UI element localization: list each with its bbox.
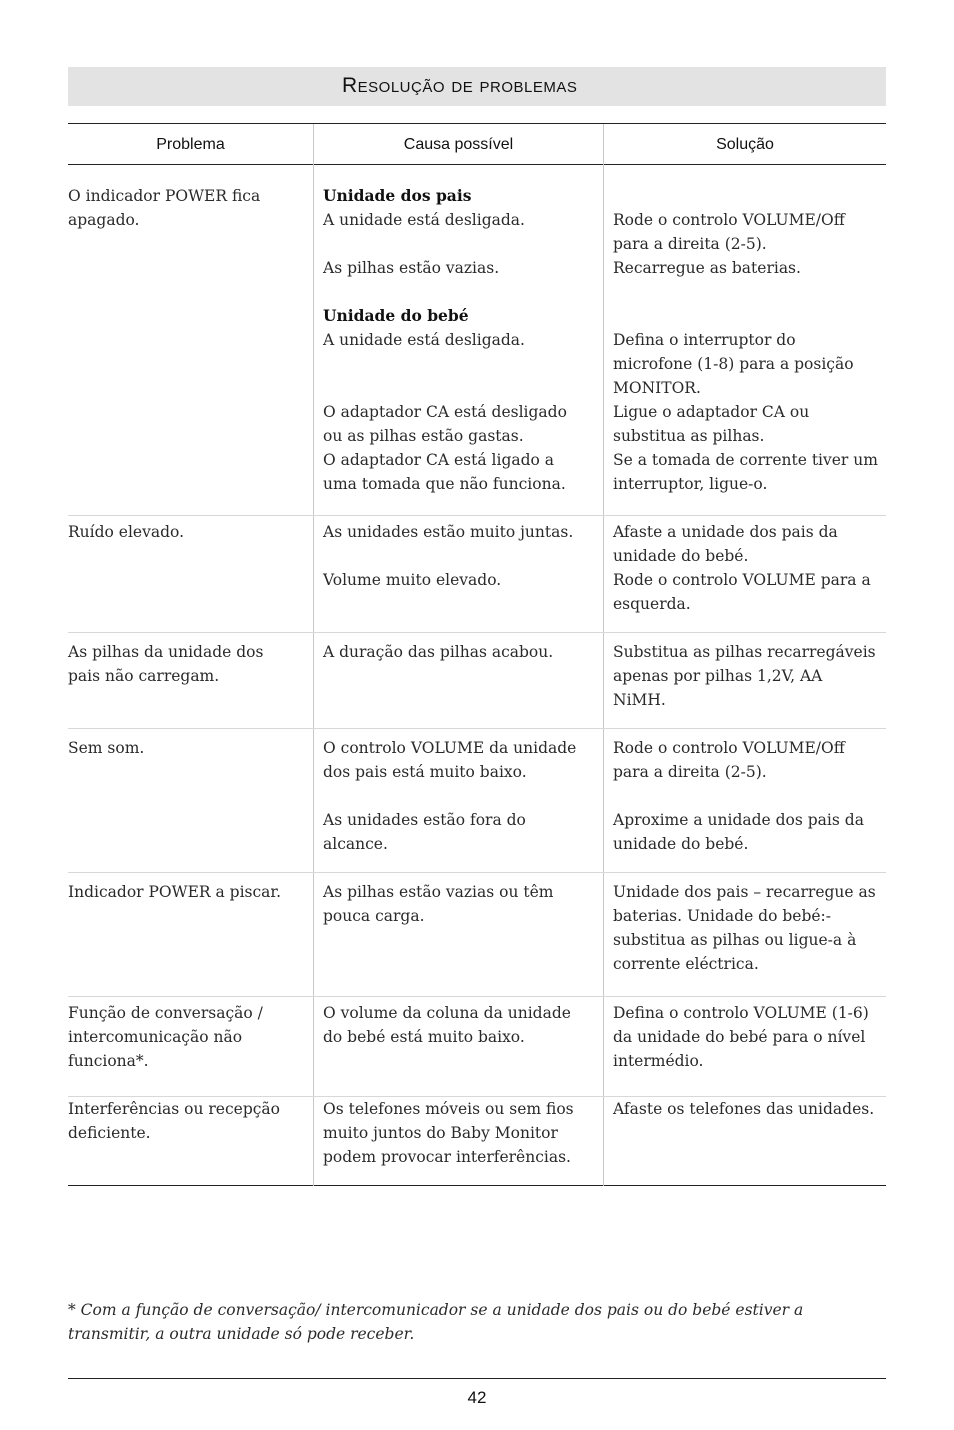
cause-cell: A unidade está desligada. (323, 331, 525, 349)
row-divider (68, 515, 886, 516)
problem-cell: As pilhas da unidade dos pais não carregam. (68, 643, 264, 685)
problem-cell: O indicador POWER fica apagado. (68, 187, 261, 229)
cause-cell: A duração das pilhas acabou. (323, 643, 554, 661)
solution-cell: Defina o controlo VOLUME (1-6) da unidade do bebé para o nível intermédio. (613, 1004, 869, 1070)
solution-cell: Defina o interruptor do microfone (1-8) para a posição MONITOR. Ligue o adaptador CA ou substitua as pilhas. Se a tomada de corrente tiver um interruptor, ligue-o. (613, 331, 878, 493)
cause-cell: Os telefones móveis ou sem fios muito juntos do Baby Monitor podem provocar interferências. (323, 1100, 574, 1166)
cause-cell: As unidades estão muito juntas. Volume muito elevado. (323, 523, 574, 589)
solution-cell: Rode o controlo VOLUME/Off para a direita (2-5). Recarregue as baterias. (613, 211, 845, 277)
row-divider (68, 632, 886, 633)
problem-cell: Interferências ou recepção deficiente. (68, 1100, 281, 1142)
column-divider (313, 124, 314, 1186)
solution-cell: Afaste a unidade dos pais da unidade do bebé. Rode o controlo VOLUME para a esquerda. (613, 523, 871, 613)
problem-cell: Indicador POWER a piscar. (68, 883, 282, 901)
header-cause: Causa possível (403, 136, 514, 153)
cause-cell: O controlo VOLUME da unidade dos pais está muito baixo. As unidades estão fora do alcance. (323, 739, 577, 853)
cause-cell: As pilhas estão vazias ou têm pouca carga. (323, 883, 554, 925)
header-solution: Solução (716, 136, 774, 153)
header-problem: Problema (156, 136, 225, 153)
row-divider (68, 872, 886, 873)
title-bar (68, 67, 886, 106)
solution-cell: Rode o controlo VOLUME/Off para a direita (2-5). Aproxime a unidade dos pais da unidade do bebé. (613, 739, 864, 853)
page-title: Resolução de problemas (342, 74, 578, 97)
problem-cell: Ruído elevado. (68, 523, 185, 541)
table-top-rule (68, 123, 886, 124)
problem-cell: Sem som. (68, 739, 145, 757)
solution-cell: Substitua as pilhas recarregáveis apenas por pilhas 1,2V, AA NiMH. (613, 643, 876, 709)
column-divider (603, 124, 604, 1186)
header-bottom-rule (68, 164, 886, 165)
solution-cell: Unidade dos pais – recarregue as baterias. Unidade do bebé:- substitua as pilhas ou ligue-a à corrente eléctrica. (613, 883, 876, 973)
table-bottom-rule (68, 1185, 886, 1186)
cause-cell: A unidade está desligada. (323, 211, 525, 229)
cause-cell-heading: Unidade do bebé (323, 306, 469, 325)
row-divider (68, 728, 886, 729)
solution-cell: Afaste os telefones das unidades. (613, 1100, 875, 1118)
footnote: * Com a função de conversação/ intercomunicador se a unidade dos pais ou do bebé estiver a transmitir, a outra unidade só pode receber. (68, 1301, 804, 1343)
footer-rule (68, 1378, 886, 1379)
problem-cell: Função de conversação / intercomunicação não funciona*. (68, 1004, 263, 1070)
cause-cell: O volume da coluna da unidade do bebé está muito baixo. (323, 1004, 571, 1046)
cause-cell: As pilhas estão vazias. (323, 259, 500, 277)
cause-cell: O adaptador CA está desligado ou as pilhas estão gastas. O adaptador CA está ligado a uma tomada que não funciona. (323, 403, 567, 493)
cause-cell-heading: Unidade dos pais (323, 186, 472, 205)
page-number: 42 (467, 1388, 487, 1407)
row-divider (68, 996, 886, 997)
